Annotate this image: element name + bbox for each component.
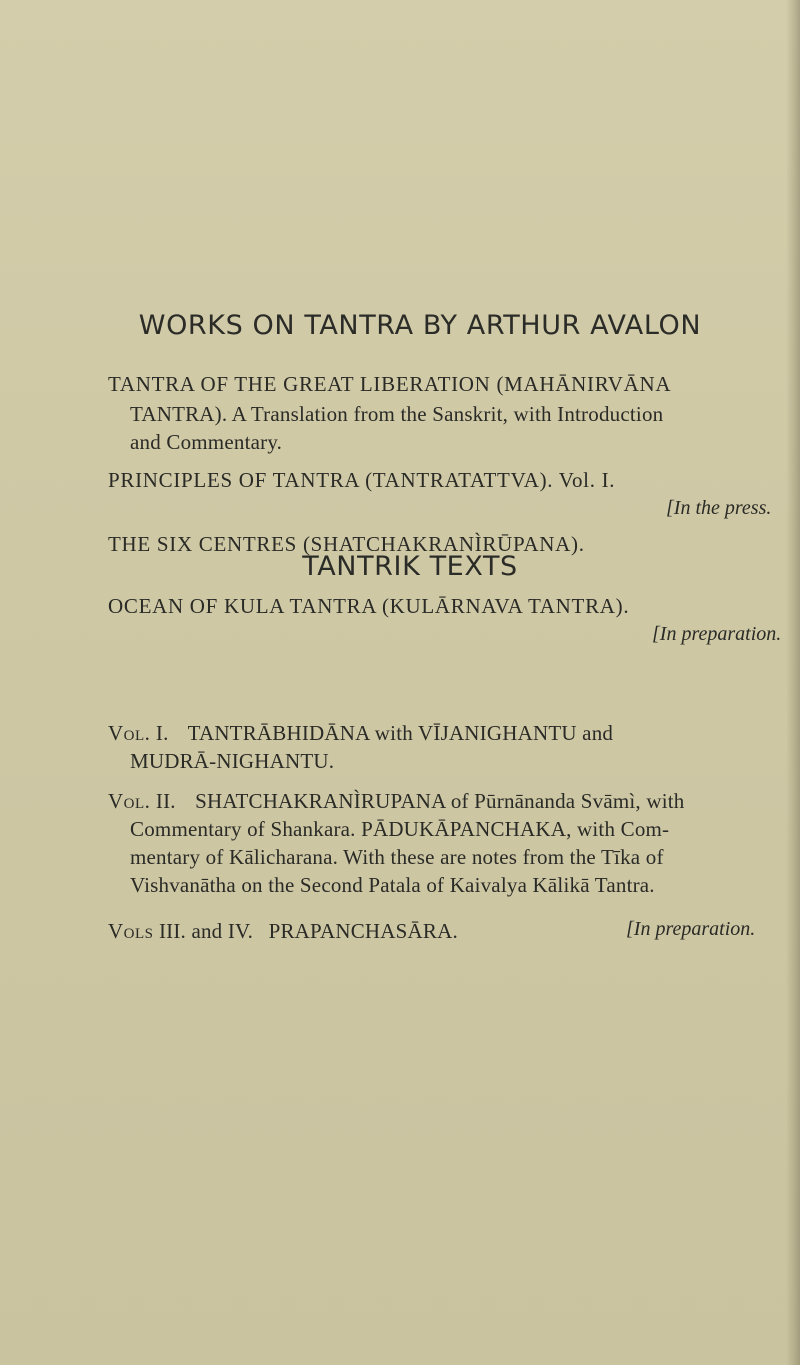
- work-entry-tantratattva: [108, 466, 780, 494]
- volume-number: II.: [155, 789, 176, 813]
- text-entry-vol-1: [108, 719, 780, 775]
- work-title-line: PRINCIPLES OF TANTRA (TANTRATATTVA). Vol. I.: [108, 468, 616, 492]
- text-description-line: SHATCHAKRANÌRUPANA of Pūrnānanda Svāmì, with: [195, 789, 685, 813]
- volume-number: I.: [155, 721, 169, 745]
- text-description-line: Vishvanātha on the Second Patala of Kaivalya Kālikā Tantra.: [130, 873, 655, 897]
- work-title-line: OCEAN OF KULA TANTRA (KULĀRNAVA TANTRA).: [108, 594, 630, 618]
- text-title-line: TANTRĀBHIDĀNA with VĪJANIGHANTU and: [187, 721, 614, 745]
- page-title: WORKS ON TANTRA BY ARTHUR AVALON: [138, 310, 702, 341]
- volume-label: Vol.: [108, 789, 151, 813]
- text-entry-vol-2: [108, 787, 780, 899]
- volume-number: III. and IV.: [158, 919, 254, 943]
- text-description-line: mentary of Kālicharana. With these are notes from the Tīka of: [130, 845, 664, 869]
- work-description-line: TANTRA). A Translation from the Sanskrit, with Introduction: [130, 402, 664, 426]
- publication-status-note: [In preparation.: [652, 623, 782, 645]
- volume-label: Vols: [108, 919, 154, 943]
- work-entry-kularnava: [108, 592, 780, 620]
- text-title-line: MUDRĀ-NIGHANTU.: [130, 749, 335, 773]
- work-title-line: THE SIX CENTRES (SHATCHAKRANÌRŪPANA).: [108, 532, 585, 556]
- work-title-line: TANTRA OF THE GREAT LIBERATION (MAHĀNIRVĀNA: [108, 372, 672, 396]
- publication-status-note: [In the press.: [666, 497, 772, 519]
- work-entry-mahanirvana: [108, 370, 788, 456]
- work-description-line: and Commentary.: [130, 430, 283, 454]
- page-edge-shadow: [786, 0, 800, 1365]
- volume-label: Vol.: [108, 721, 151, 745]
- publication-status-note: [In preparation.: [626, 918, 756, 940]
- section-title: TANTRIK TEXTS: [302, 551, 518, 582]
- text-title-line: PRAPANCHASĀRA.: [268, 919, 458, 943]
- text-description-line: Commentary of Shankara. PĀDUKĀPANCHAKA, with Com-: [130, 817, 670, 841]
